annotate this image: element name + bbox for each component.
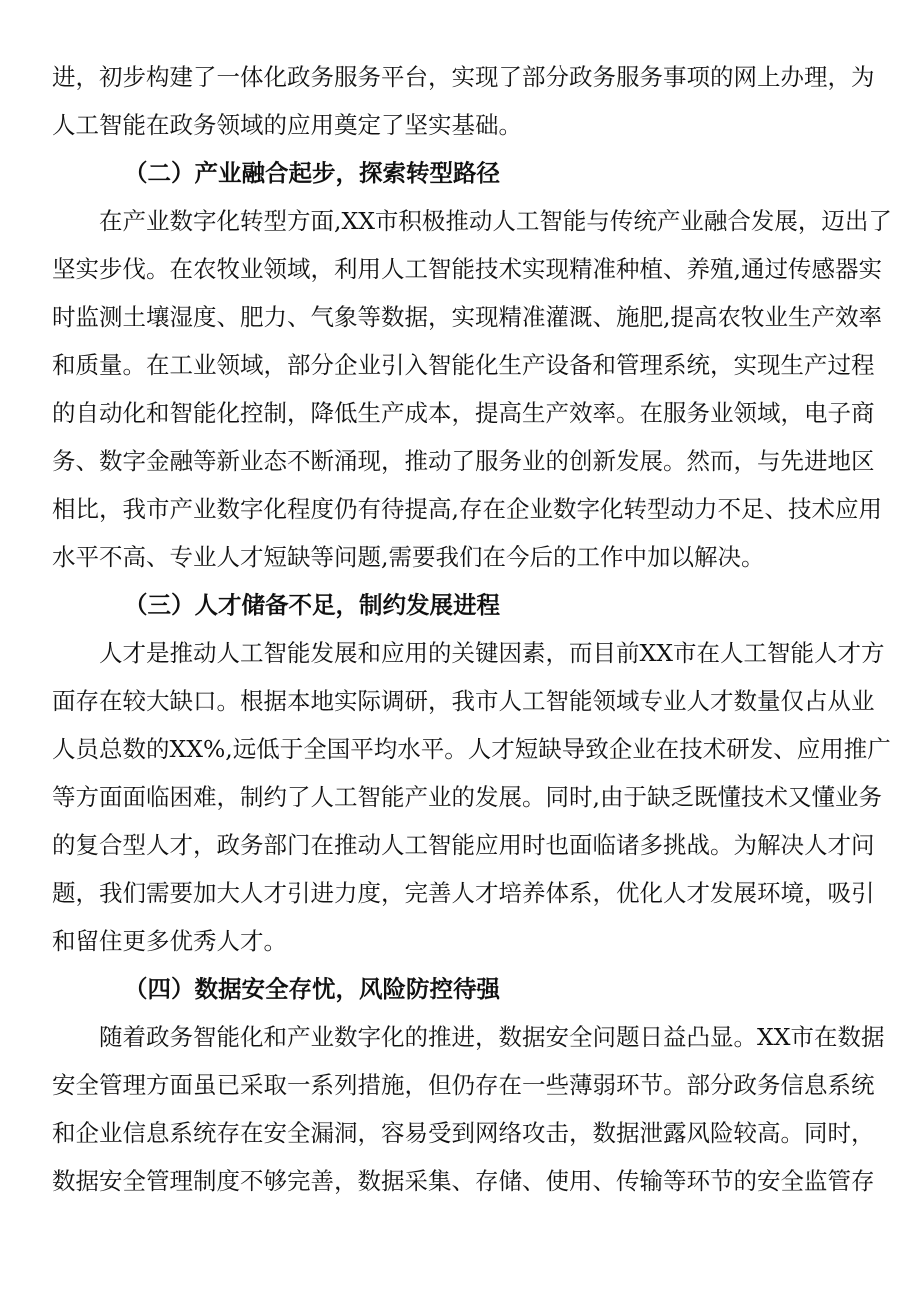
paragraph-line: 的复合型人才，政务部门在推动人工智能应用时也面临诸多挑战。为解决人才问 bbox=[52, 831, 875, 859]
paragraph-line: 题，我们需要加大人才引进力度，完善人才培养体系，优化人才发展环境，吸引 bbox=[52, 879, 875, 907]
paragraph-line: 水平不高、专业人才短缺等问题,需要我们在今后的工作中加以解决。 bbox=[52, 543, 765, 571]
section-heading: （三）人才储备不足，制约发展进程 bbox=[124, 591, 500, 619]
paragraph-line: 人才是推动人工智能发展和应用的关键因素，而目前XX市在人工智能人才方 bbox=[52, 639, 885, 667]
paragraph-line: 坚实步伐。在农牧业领域，利用人工智能技术实现精准种植、养殖,通过传感器实 bbox=[52, 255, 882, 283]
paragraph-line: 时监测土壤湿度、肥力、气象等数据，实现精准灌溉、施肥,提高农牧业生产效率 bbox=[52, 303, 882, 331]
paragraph-line: 安全管理方面虽已采取一系列措施，但仍存在一些薄弱环节。部分政务信息系统 bbox=[52, 1071, 875, 1099]
paragraph-line: 数据安全管理制度不够完善，数据采集、存储、使用、传输等环节的安全监管存 bbox=[52, 1167, 875, 1195]
paragraph-line: 相比，我市产业数字化程度仍有待提高,存在企业数字化转型动力不足、技术应用 bbox=[52, 495, 882, 523]
paragraph-line: 和质量。在工业领域，部分企业引入智能化生产设备和管理系统，实现生产过程 bbox=[52, 351, 875, 379]
paragraph-line: 等方面面临困难，制约了人工智能产业的发展。同时,由于缺乏既懂技术又懂业务 bbox=[52, 783, 882, 811]
paragraph-line: 进，初步构建了一体化政务服务平台，实现了部分政务服务事项的网上办理，为 bbox=[52, 63, 875, 91]
paragraph-line: 和留住更多优秀人才。 bbox=[52, 927, 287, 955]
paragraph-line: 人员总数的XX%,远低于全国平均水平。人才短缺导致企业在技术研发、应用推广 bbox=[52, 735, 891, 763]
paragraph-line: 的自动化和智能化控制，降低生产成本，提高生产效率。在服务业领域，电子商 bbox=[52, 399, 875, 427]
section-heading: （四）数据安全存忧，风险防控待强 bbox=[124, 975, 500, 1003]
paragraph-line: 务、数字金融等新业态不断涌现，推动了服务业的创新发展。然而，与先进地区 bbox=[52, 447, 875, 475]
paragraph-line: 在产业数字化转型方面,XX市积极推动人工智能与传统产业融合发展，迈出了 bbox=[52, 207, 892, 235]
paragraph-line: 面存在较大缺口。根据本地实际调研，我市人工智能领域专业人才数量仅占从业 bbox=[52, 687, 875, 715]
paragraph-line: 人工智能在政务领域的应用奠定了坚实基础。 bbox=[52, 111, 522, 139]
paragraph-line: 随着政务智能化和产业数字化的推进，数据安全问题日益凸显。XX市在数据 bbox=[52, 1023, 885, 1051]
section-heading: （二）产业融合起步，探索转型路径 bbox=[124, 159, 500, 187]
paragraph-line: 和企业信息系统存在安全漏洞，容易受到网络攻击，数据泄露风险较高。同时， bbox=[52, 1119, 875, 1147]
